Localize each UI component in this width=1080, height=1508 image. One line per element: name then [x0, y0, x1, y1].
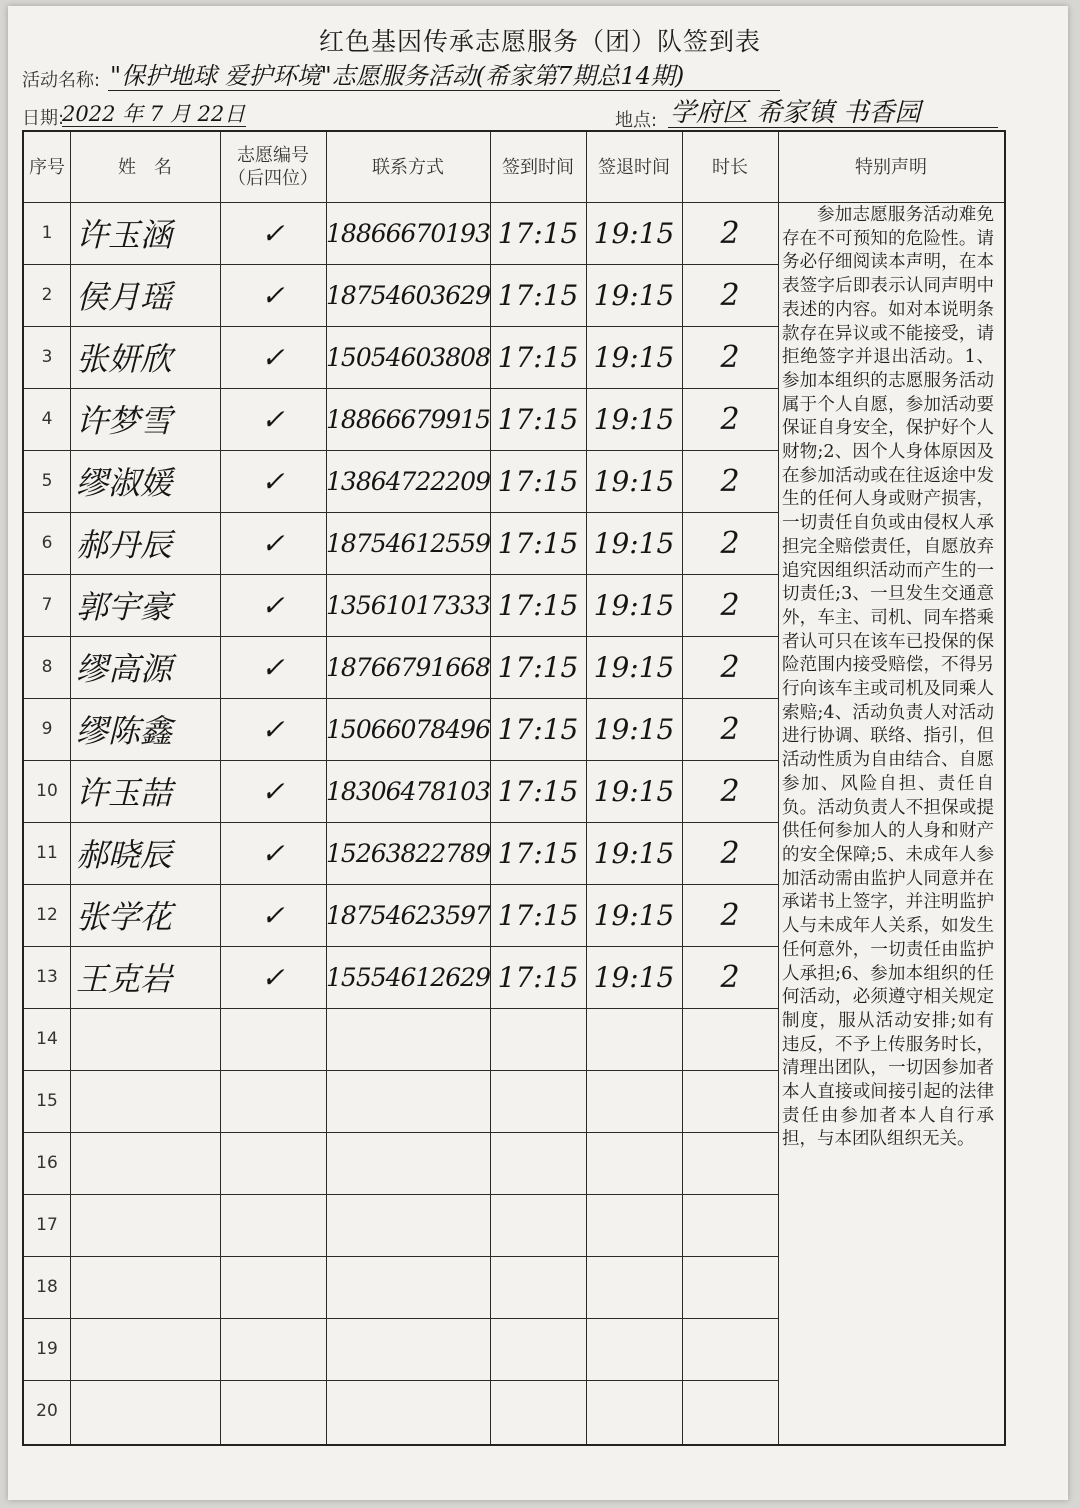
duration: 2 — [720, 897, 740, 933]
signer-name: 张妍欣 — [76, 340, 173, 378]
row-seq: 14 — [36, 1029, 58, 1049]
duration: 2 — [720, 525, 740, 561]
row-seq: 1 — [41, 223, 53, 243]
row-seq: 5 — [41, 471, 53, 491]
volunteer-id-check: ✓ — [261, 526, 285, 560]
volunteer-id-check — [220, 1132, 326, 1194]
signer-name: 张学花 — [76, 898, 173, 936]
phone-number: 13561017333 — [326, 590, 490, 620]
special-statement: 参加志愿服务活动难免存在不可预知的危险性。请务必仔细阅读本声明，在本表签字后即表示认同声明中表述的内容。如对本说明条款存在异议或不能接受，请拒绝签字并退出活动。1、参加本组织的志愿服务活动属于个人自愿，参加活动要保证自身安全，保护好个人财物;2、因个人身体原因及在参加活动或在往返途中发生的任何人身或财产损害，一切责任自负或由侵权人承担完全赔偿责任，自愿放弃追究因组织活动而产生的一切责任;3、一旦发生交通意外，车主、司机、同车搭乘者认可只在该车已投保的保险范围内接受赔偿，不得另行向该车主或司机及同乘人索赔;4、活动负责人对活动进行协调、联络、指引，但活动性质为自由结合、自愿参加、风险自担、责任自负。活动负责人不担保或提供任何参加人的人身和财产的安全保障;5、未成年人参加活动需由监护人同意并在承诺书上签字，并注明监护人与未成年人关系，如发生任何意外，一切责任由监护人承担;6、参加本组织的任何活动，必须遵守相关规定制度，服从活动安排;如有违反，不予上传服务时长，清理出团队，一切因参加者本人直接或间接引起的法律责任由参加者本人自行承担，与本团队组织无关。 — [782, 205, 994, 1150]
signin-table — [22, 130, 1006, 1446]
checkin-time: 17:15 — [497, 526, 579, 560]
signer-name — [70, 1008, 226, 1070]
volunteer-id-check: ✓ — [261, 588, 285, 622]
checkout-time: 19:15 — [593, 216, 675, 250]
row-seq: 16 — [36, 1153, 58, 1173]
header-seq: 序号 — [29, 156, 65, 178]
row-seq: 17 — [36, 1215, 58, 1235]
header-contact: 联系方式 — [372, 156, 444, 178]
duration: 2 — [720, 711, 740, 747]
checkin-time — [490, 1070, 586, 1132]
header-duration: 时长 — [712, 156, 748, 178]
checkin-time: 17:15 — [497, 340, 579, 374]
row-seq: 6 — [41, 533, 53, 553]
signer-name: 许玉涵 — [76, 216, 173, 254]
volunteer-id-check: ✓ — [261, 712, 285, 746]
header-name: 姓 名 — [118, 156, 172, 178]
column-divider — [220, 132, 221, 1444]
row-seq: 20 — [36, 1401, 58, 1421]
checkin-time — [490, 1256, 586, 1318]
signer-name: 郝晓辰 — [76, 836, 173, 874]
place-value: 学府区 希家镇 书香园 — [670, 98, 921, 128]
checkout-time — [586, 1380, 682, 1442]
checkin-time — [490, 1132, 586, 1194]
phone-number: 15263822789 — [326, 838, 490, 868]
volunteer-id-check: ✓ — [261, 340, 285, 374]
checkout-time — [586, 1256, 682, 1318]
checkout-time: 19:15 — [593, 340, 675, 374]
signer-name — [70, 1256, 226, 1318]
phone-number: 18866679915 — [326, 404, 490, 434]
signer-name — [70, 1318, 226, 1380]
duration: 2 — [720, 277, 740, 313]
column-divider — [586, 132, 587, 1444]
checkin-time: 17:15 — [497, 836, 579, 870]
duration — [682, 1380, 778, 1442]
checkout-time — [586, 1194, 682, 1256]
duration — [682, 1132, 778, 1194]
volunteer-id-check — [220, 1380, 326, 1442]
phone-number: 18866670193 — [326, 218, 490, 248]
phone-number: 15554612629 — [326, 962, 490, 992]
row-seq: 15 — [36, 1091, 58, 1111]
checkout-time: 19:15 — [593, 960, 675, 994]
activity-label: 活动名称: — [22, 70, 101, 91]
duration: 2 — [720, 401, 740, 437]
checkin-time — [490, 1194, 586, 1256]
checkin-time: 17:15 — [497, 402, 579, 436]
phone-number — [326, 1256, 490, 1318]
phone-number — [326, 1132, 490, 1194]
date-underline — [62, 126, 246, 127]
checkin-time: 17:15 — [497, 960, 579, 994]
volunteer-id-check: ✓ — [261, 836, 285, 870]
volunteer-id-check — [220, 1318, 326, 1380]
volunteer-id-check — [220, 1256, 326, 1318]
checkin-time — [490, 1318, 586, 1380]
duration: 2 — [720, 835, 740, 871]
signer-name: 许梦雪 — [76, 402, 173, 440]
row-seq: 13 — [36, 967, 58, 987]
checkin-time — [490, 1008, 586, 1070]
row-seq: 4 — [41, 409, 53, 429]
row-seq: 19 — [36, 1339, 58, 1359]
duration: 2 — [720, 339, 740, 375]
checkin-time: 17:15 — [497, 588, 579, 622]
signer-name — [70, 1132, 226, 1194]
phone-number — [326, 1070, 490, 1132]
volunteer-id-check: ✓ — [261, 402, 285, 436]
phone-number: 18754603629 — [326, 280, 490, 310]
duration: 2 — [720, 959, 740, 995]
volunteer-id-check: ✓ — [261, 960, 285, 994]
column-divider — [778, 132, 779, 1444]
checkout-time — [586, 1132, 682, 1194]
checkout-time: 19:15 — [593, 278, 675, 312]
checkout-time: 19:15 — [593, 402, 675, 436]
header-volunteer-id: 志愿编号 （后四位） — [228, 145, 318, 189]
row-seq: 3 — [41, 347, 53, 367]
checkin-time: 17:15 — [497, 774, 579, 808]
header-statement: 特别声明 — [855, 156, 927, 178]
volunteer-id-check: ✓ — [261, 464, 285, 498]
checkin-time: 17:15 — [497, 278, 579, 312]
phone-number: 15054603808 — [326, 342, 490, 372]
volunteer-id-check: ✓ — [261, 216, 285, 250]
volunteer-id-check — [220, 1070, 326, 1132]
row-seq: 11 — [36, 843, 58, 863]
signer-name: 许玉喆 — [76, 774, 173, 812]
duration — [682, 1008, 778, 1070]
row-seq: 8 — [41, 657, 53, 677]
column-divider — [490, 132, 491, 1444]
checkout-time — [586, 1008, 682, 1070]
signer-name: 缪陈鑫 — [76, 712, 173, 750]
checkout-time — [586, 1318, 682, 1380]
column-divider — [326, 132, 327, 1444]
checkin-time: 17:15 — [497, 216, 579, 250]
checkin-time — [490, 1380, 586, 1442]
duration — [682, 1194, 778, 1256]
volunteer-id-check: ✓ — [261, 650, 285, 684]
row-seq: 18 — [36, 1277, 58, 1297]
checkin-time: 17:15 — [497, 712, 579, 746]
signer-name — [70, 1380, 226, 1442]
volunteer-id-check — [220, 1008, 326, 1070]
place-label: 地点: — [615, 110, 658, 131]
activity-name: "保护地球 爱护环境"志愿服务活动(希家第7期总14期) — [110, 62, 685, 90]
checkin-time: 17:15 — [497, 898, 579, 932]
column-divider — [70, 132, 71, 1444]
header-checkin: 签到时间 — [502, 156, 574, 178]
phone-number: 18766791668 — [326, 652, 490, 682]
duration — [682, 1318, 778, 1380]
phone-number: 18306478103 — [326, 776, 490, 806]
column-divider — [682, 132, 683, 1444]
checkout-time: 19:15 — [593, 650, 675, 684]
header-divider — [24, 202, 1004, 203]
phone-number: 15066078496 — [326, 714, 490, 744]
volunteer-id-check — [220, 1194, 326, 1256]
date-value: 2022 年 7 月 22日 — [62, 102, 246, 126]
checkin-time: 17:15 — [497, 464, 579, 498]
phone-number — [326, 1380, 490, 1442]
header-checkout: 签退时间 — [598, 156, 670, 178]
duration: 2 — [720, 649, 740, 685]
row-seq: 7 — [41, 595, 53, 615]
checkout-time: 19:15 — [593, 588, 675, 622]
row-seq: 2 — [41, 285, 53, 305]
checkout-time: 19:15 — [593, 526, 675, 560]
row-seq: 12 — [36, 905, 58, 925]
volunteer-id-check: ✓ — [261, 898, 285, 932]
phone-number — [326, 1318, 490, 1380]
phone-number: 18754623597 — [326, 900, 490, 930]
phone-number — [326, 1008, 490, 1070]
checkout-time: 19:15 — [593, 836, 675, 870]
signer-name: 王克岩 — [76, 960, 173, 998]
duration: 2 — [720, 463, 740, 499]
signer-name — [70, 1194, 226, 1256]
phone-number: 18754612559 — [326, 528, 490, 558]
duration: 2 — [720, 587, 740, 623]
phone-number — [326, 1194, 490, 1256]
signer-name: 郝丹辰 — [76, 526, 173, 564]
duration: 2 — [720, 215, 740, 251]
signer-name: 缪高源 — [76, 650, 173, 688]
checkout-time: 19:15 — [593, 774, 675, 808]
phone-number: 13864722209 — [326, 466, 490, 496]
signer-name: 缪淑媛 — [76, 464, 173, 502]
checkin-time: 17:15 — [497, 650, 579, 684]
activity-underline — [108, 90, 780, 91]
checkout-time: 19:15 — [593, 464, 675, 498]
place-underline — [668, 127, 998, 128]
duration: 2 — [720, 773, 740, 809]
signer-name — [70, 1070, 226, 1132]
document-title: 红色基因传承志愿服务（团）队签到表 — [318, 27, 761, 56]
signer-name: 郭宇豪 — [76, 588, 173, 626]
checkout-time: 19:15 — [593, 898, 675, 932]
date-label: 日期: — [22, 108, 65, 129]
row-seq: 9 — [41, 719, 53, 739]
duration — [682, 1070, 778, 1132]
row-seq: 10 — [36, 781, 58, 801]
volunteer-id-check: ✓ — [261, 278, 285, 312]
checkout-time: 19:15 — [593, 712, 675, 746]
duration — [682, 1256, 778, 1318]
signer-name: 侯月瑶 — [76, 278, 173, 316]
volunteer-id-check: ✓ — [261, 774, 285, 808]
checkout-time — [586, 1070, 682, 1132]
